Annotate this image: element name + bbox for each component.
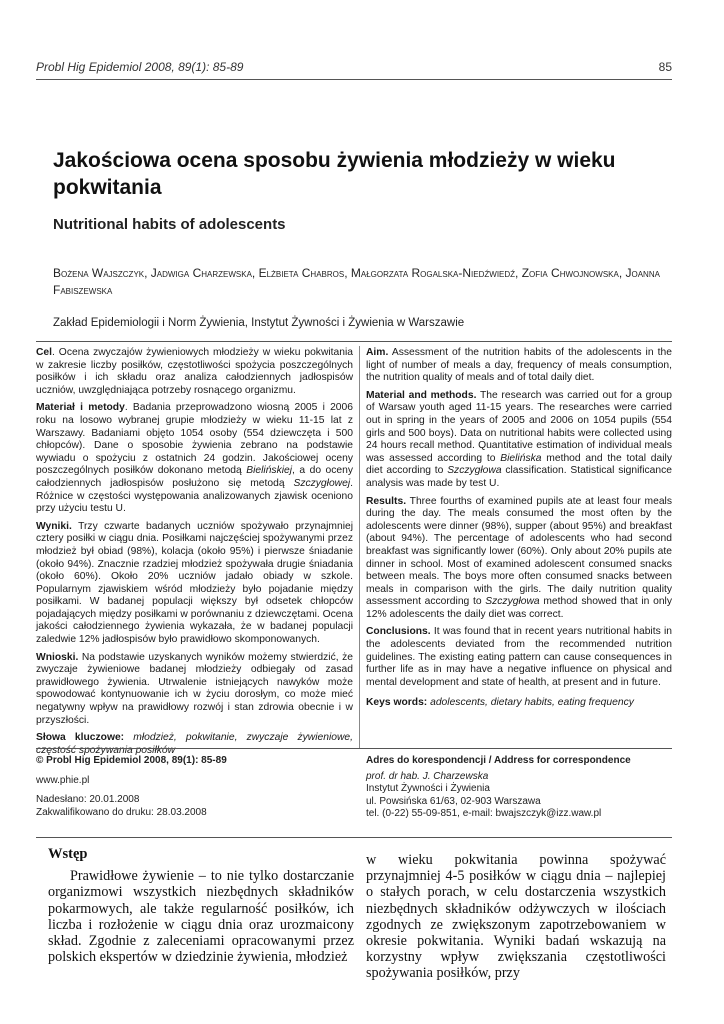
abstract-en-results: Results. Three fourths of examined pupils ate at least four meals during the day. The meals consumed the most often by the adolescents were dinner (98%), supper (about 95%) and breakfast (about 94%). The percentage of adolescents who had second breakfast was significantly lower (60%). Only about 20% pupils ate dinner in school. Most of examined adolescent consumed snacks between meals. The boys more often consumed snacks between meals in comparison with the girls. The daily nutrition quality assessment according to Szczygłowa method showed that in only 12% adolescents the daily diet was correct. [366,495,672,620]
correspondence-heading: Adres do korespondencji / Address for correspondence [366,755,631,766]
abstract-pl-methods: Materiał i metody. Badania przeprowadzono wiosną 2005 i 2006 roku na losowo wybranej grupie młodzieży w wieku 11-15 lat z Warszawy. Badaniami objęto 1054 osoby (554 dziewczęta i 500 chłopców). Dane o sposobie żywienia zebrano na podstawie wywiadu o spożyciu z ostatnich 24 godzin. Jakościowej oceny poszczególnych posiłków dokonano metodą Bielińskiej, a do oceny całodziennych jadłospisów posłużono się metodą Szczygłowej. Różnice w częstości występowania analizowanych zjawisk oceniono przy użyciu testu U. [36,402,353,515]
affiliation: Zakład Epidemiologii i Norm Żywienia, Instytut Żywności i Żywienia w Warszawie [53,317,465,329]
abstract-english [366,347,672,715]
abstract-en-keywords: Keys words: adolescents, dietary habits, eating frequency [366,697,634,709]
abstract-pl-conclusions: Wnioski. Na podstawie uzyskanych wyników możemy stwierdzić, że zwyczaje żywieniowe badanej młodzieży odbiegały od zasad prawidłowego żywienia. Utrwalenie istniejących nawyków może spowodować kontynuowanie ich w życiu dorosłym, co może mieć negatywny wpływ na prawidłowy rozwój i stan zdrowia obecnie i w przyszłości. [36,651,353,726]
body-right-column: w wieku pokwitania powinna spożywać przynajmniej 4-5 posiłków w ciągu dnia – najlepiej o stałych porach, w celu dostarczenia wszystkich niezbędnych składników odżywczych w ilościach zgodnych ze zwiększonym zapotrzebowaniem w okresie pokwitania. Wyniki badań wskazują na korzystny wpływ zwiększania częstotliwości spożywania posiłków, przy [366,852,666,982]
correspondence-street: ul. Powsińska 61/63, 02-903 Warszawa [366,795,541,807]
abstract-en-aim: Aim. Assessment of the nutrition habits of the adolescents in the light of number of meals a day, frequency of meals consumption, the nutrition quality of meals and of total daily diet. [366,347,672,384]
body-paragraph: Prawidłowe żywienie – to nie tylko dostarczanie organizmowi wszystkich niezbędnych składników pokarmowych, ale także regularność posiłków, ich liczba i rozłożenie w ciągu dnia oraz urozmaicony skład. Zgodnie z zaleceniami opracowanymi przez polskich ekspertów w dziedzinie żywienia, młodzież [48,868,354,966]
abstract-pl-keywords: Słowa kluczowe: młodzież, pokwitanie, zwyczaje żywieniowe, częstość spożywania posiłków [36,732,354,756]
author-list: Bożena Wajszczyk, Jadwiga Charzewska, Elżbieta Chabros, Małgorzata Rogalska-Niedźwiedź, Zofia Chwojnowska, Joanna Fabiszewska [53,266,660,297]
abstract-pl-aim: Cel. Ocena zwyczajów żywieniowych młodzieży w wieku pokwitania w zakresie liczby posiłków, częstotliwości spożycia poszczególnych posiłków i ich składu oraz analiza całodziennych jadłospisów uczniów, uwzględniająca potrzeby rosnącego organizmu. [36,347,353,396]
journal-website-link[interactable]: www.phie.pl [36,774,90,786]
correspondence-contact: tel. (0-22) 55-09-851, e-mail: bwajszczyk@izz.waw.pl [366,808,602,819]
article-title: Jakościowa ocena sposobu żywienia młodzieży w wieku pokwitania [53,149,616,199]
correspondence-name: prof. dr hab. J. Charzewska [366,770,489,782]
info-divider [36,837,672,838]
body-left-column [48,846,354,965]
correspondence-info [366,755,672,821]
header-divider [36,79,672,80]
page-number: 85 [658,60,672,74]
publication-info [36,755,336,819]
article-subtitle: Nutritional habits of adolescents [53,216,286,233]
journal-citation: Probl Hig Epidemiol 2008, 89(1): 85-89 [36,60,244,74]
accepted-date: Zakwalifikowano do druku: 28.03.2008 [36,806,207,818]
abstract-en-conclusions: Conclusions. It was found that in recent years nutritional habits in the adolescents deviated from the recommended nutrition guidelines. The existing eating pattern can cause consequences in further life as in may have a negative influence on physical and mental development and state of health, at present and in future. [366,626,672,688]
abstract-bottom-divider [36,748,672,749]
copyright-line: © Probl Hig Epidemiol 2008, 89(1): 85-89 [36,755,227,766]
correspondence-institute: Instytut Żywności i Żywienia [366,783,490,794]
abstract-column-divider [359,346,360,748]
abstract-pl-results: Wyniki. Trzy czwarte badanych uczniów spożywało przynajmniej cztery posiłki w ciągu dnia. Posiłkami najczęściej spożywanymi przez młodzież był obiad (98%), kolacja (około 95%) i pierwsze śniadanie (około 94%). Znacznie rzadziej młodzież spożywała drugie śniadania (około 60%). Około 20% uczniów jadało obiady w szkole. Popularnym zjawiskiem wśród młodzieży było pojadanie między posiłkami. W badanej populacji większy był odsetek chłopców pojadających między posiłkami w porównaniu z dziewczętami. Ocena jakości całodziennego żywienia wykazała, że w badanej populacji zaledwie 12% jadłospisów było prawidłowo skomponowanych. [36,520,353,646]
abstract-en-methods: Material and methods. The research was carried out for a group of Warsaw youth aged 11-15 years. The researches were carried out in spring in the years of 2005 and 2006 on 1054 pupils (554 girls and 500 boys). Data on nutritional habits were collected using 24 hours recall method. Quantitative estimation of individual meals was assessed according to Bielińska method and the total daily diet according to Szczygłowa classification. Statistical significance analysis was made by test U. [366,389,673,489]
submitted-date: Nadesłano: 20.01.2008 [36,794,140,805]
abstract-top-divider [36,341,672,342]
section-heading: Wstęp [48,846,88,862]
abstract-polish [36,347,353,762]
